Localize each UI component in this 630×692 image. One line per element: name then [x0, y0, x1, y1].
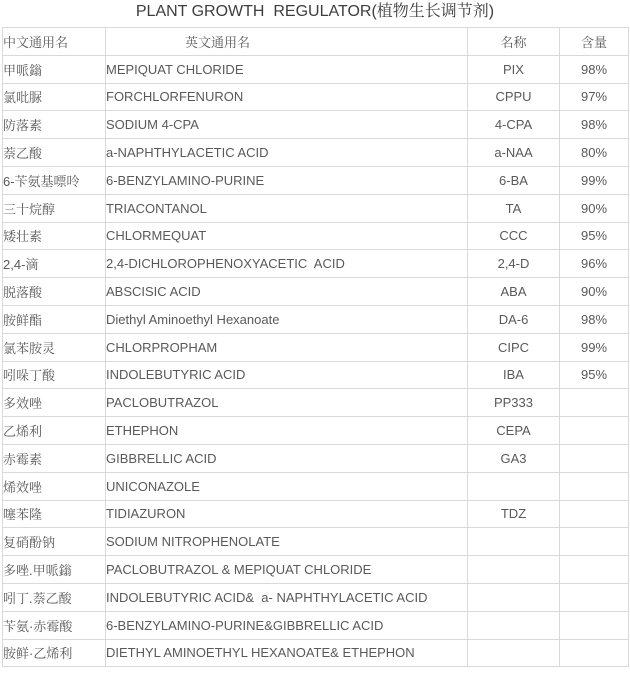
- col-header-content: 含量: [560, 28, 629, 56]
- table-row: [3, 222, 629, 250]
- cell-english-name: SODIUM NITROPHENOLATE: [106, 528, 468, 556]
- cell-english-name: TRIACONTANOL: [106, 194, 468, 222]
- table-row: [3, 361, 629, 389]
- table-row: [3, 444, 629, 472]
- cell-content: 98%: [560, 305, 629, 333]
- cell-chinese-name: 吲丁.萘乙酸: [3, 583, 106, 611]
- cell-chinese-name: 2,4-滴: [3, 250, 106, 278]
- table-row: [3, 639, 629, 667]
- cell-english-name: INDOLEBUTYRIC ACID: [106, 361, 468, 389]
- table-row: [3, 417, 629, 445]
- table-row: [3, 83, 629, 111]
- cell-content: [560, 417, 629, 445]
- cell-content: [560, 611, 629, 639]
- cell-abbr-name: 6-BA: [468, 166, 560, 194]
- cell-content: [560, 583, 629, 611]
- cell-english-name: MEPIQUAT CHLORIDE: [106, 55, 468, 83]
- table-row: [3, 194, 629, 222]
- cell-abbr-name: TA: [468, 194, 560, 222]
- cell-abbr-name: CPPU: [468, 83, 560, 111]
- cell-chinese-name: 复硝酚钠: [3, 528, 106, 556]
- cell-content: 80%: [560, 139, 629, 167]
- cell-abbr-name: TDZ: [468, 500, 560, 528]
- page-title: PLANT GROWTH REGULATOR(植物生长调节剂): [135, 3, 495, 20]
- cell-chinese-name: 6-苄氨基嘌呤: [3, 166, 106, 194]
- cell-abbr-name: PIX: [468, 55, 560, 83]
- cell-content: 90%: [560, 278, 629, 306]
- cell-content: 98%: [560, 55, 629, 83]
- cell-chinese-name: 矮壮素: [3, 222, 106, 250]
- cell-abbr-name: a-NAA: [468, 139, 560, 167]
- cell-chinese-name: 胺鲜·乙烯利: [3, 639, 106, 667]
- cell-english-name: ETHEPHON: [106, 417, 468, 445]
- cell-content: 90%: [560, 194, 629, 222]
- table-row: [3, 111, 629, 139]
- cell-chinese-name: 氯苯胺灵: [3, 333, 106, 361]
- table-row: [3, 583, 629, 611]
- cell-abbr-name: [468, 583, 560, 611]
- table-row: [3, 139, 629, 167]
- cell-chinese-name: 甲哌鎓: [3, 55, 106, 83]
- cell-content: [560, 444, 629, 472]
- cell-content: 99%: [560, 166, 629, 194]
- cell-content: 97%: [560, 83, 629, 111]
- cell-chinese-name: 烯效唑: [3, 472, 106, 500]
- cell-chinese-name: 多唑.甲哌鎓: [3, 556, 106, 584]
- cell-abbr-name: [468, 472, 560, 500]
- cell-chinese-name: 脱落酸: [3, 278, 106, 306]
- cell-content: [560, 556, 629, 584]
- cell-content: 95%: [560, 222, 629, 250]
- cell-content: 99%: [560, 333, 629, 361]
- cell-abbr-name: IBA: [468, 361, 560, 389]
- cell-content: [560, 472, 629, 500]
- table-row: [3, 250, 629, 278]
- cell-chinese-name: 防落素: [3, 111, 106, 139]
- cell-abbr-name: ABA: [468, 278, 560, 306]
- cell-chinese-name: 苄氨·赤霉酸: [3, 611, 106, 639]
- table-row: [3, 389, 629, 417]
- cell-abbr-name: PP333: [468, 389, 560, 417]
- cell-english-name: SODIUM 4-CPA: [106, 111, 468, 139]
- cell-english-name: 2,4-DICHLOROPHENOXYACETIC ACID: [106, 250, 468, 278]
- cell-chinese-name: 吲哚丁酸: [3, 361, 106, 389]
- cell-abbr-name: GA3: [468, 444, 560, 472]
- table-row: [3, 472, 629, 500]
- cell-english-name: Diethyl Aminoethyl Hexanoate: [106, 305, 468, 333]
- table-body: [3, 55, 629, 667]
- col-header-english-name: 英文通用名: [106, 28, 468, 56]
- cell-abbr-name: CIPC: [468, 333, 560, 361]
- cell-english-name: INDOLEBUTYRIC ACID& a- NAPHTHYLACETIC ACID: [106, 583, 468, 611]
- table-row: [3, 278, 629, 306]
- cell-content: [560, 389, 629, 417]
- cell-content: [560, 500, 629, 528]
- cell-english-name: PACLOBUTRAZOL: [106, 389, 468, 417]
- cell-chinese-name: 萘乙酸: [3, 139, 106, 167]
- table-row: [3, 528, 629, 556]
- cell-abbr-name: [468, 611, 560, 639]
- header-row: [3, 28, 629, 56]
- table-row: [3, 305, 629, 333]
- col-header-abbr-name: 名称: [468, 28, 560, 56]
- cell-english-name: ABSCISIC ACID: [106, 278, 468, 306]
- cell-abbr-name: [468, 528, 560, 556]
- cell-content: [560, 528, 629, 556]
- cell-abbr-name: 2,4-D: [468, 250, 560, 278]
- cell-abbr-name: [468, 639, 560, 667]
- cell-chinese-name: 赤霉素: [3, 444, 106, 472]
- cell-content: 98%: [560, 111, 629, 139]
- cell-content: 95%: [560, 361, 629, 389]
- cell-abbr-name: DA-6: [468, 305, 560, 333]
- cell-chinese-name: 噻苯隆: [3, 500, 106, 528]
- cell-english-name: PACLOBUTRAZOL & MEPIQUAT CHLORIDE: [106, 556, 468, 584]
- table-row: [3, 55, 629, 83]
- cell-english-name: CHLORMEQUAT: [106, 222, 468, 250]
- cell-content: [560, 639, 629, 667]
- cell-chinese-name: 胺鲜酯: [3, 305, 106, 333]
- cell-english-name: DIETHYL AMINOETHYL HEXANOATE& ETHEPHON: [106, 639, 468, 667]
- cell-english-name: TIDIAZURON: [106, 500, 468, 528]
- cell-abbr-name: 4-CPA: [468, 111, 560, 139]
- cell-english-name: FORCHLORFENURON: [106, 83, 468, 111]
- cell-chinese-name: 氯吡脲: [3, 83, 106, 111]
- table-row: [3, 556, 629, 584]
- cell-abbr-name: [468, 556, 560, 584]
- cell-english-name: 6-BENZYLAMINO-PURINE: [106, 166, 468, 194]
- cell-abbr-name: CCC: [468, 222, 560, 250]
- table-row: [3, 611, 629, 639]
- cell-chinese-name: 三十烷醇: [3, 194, 106, 222]
- cell-chinese-name: 多效唑: [3, 389, 106, 417]
- cell-chinese-name: 乙烯利: [3, 417, 106, 445]
- cell-content: 96%: [560, 250, 629, 278]
- cell-english-name: a-NAPHTHYLACETIC ACID: [106, 139, 468, 167]
- cell-english-name: UNICONAZOLE: [106, 472, 468, 500]
- table-row: [3, 166, 629, 194]
- regulator-table: [2, 27, 629, 667]
- table-row: [3, 333, 629, 361]
- cell-english-name: CHLORPROPHAM: [106, 333, 468, 361]
- table-row: [3, 500, 629, 528]
- cell-english-name: 6-BENZYLAMINO-PURINE&GIBBRELLIC ACID: [106, 611, 468, 639]
- cell-abbr-name: CEPA: [468, 417, 560, 445]
- cell-english-name: GIBBRELLIC ACID: [106, 444, 468, 472]
- col-header-chinese-name: 中文通用名: [3, 28, 106, 56]
